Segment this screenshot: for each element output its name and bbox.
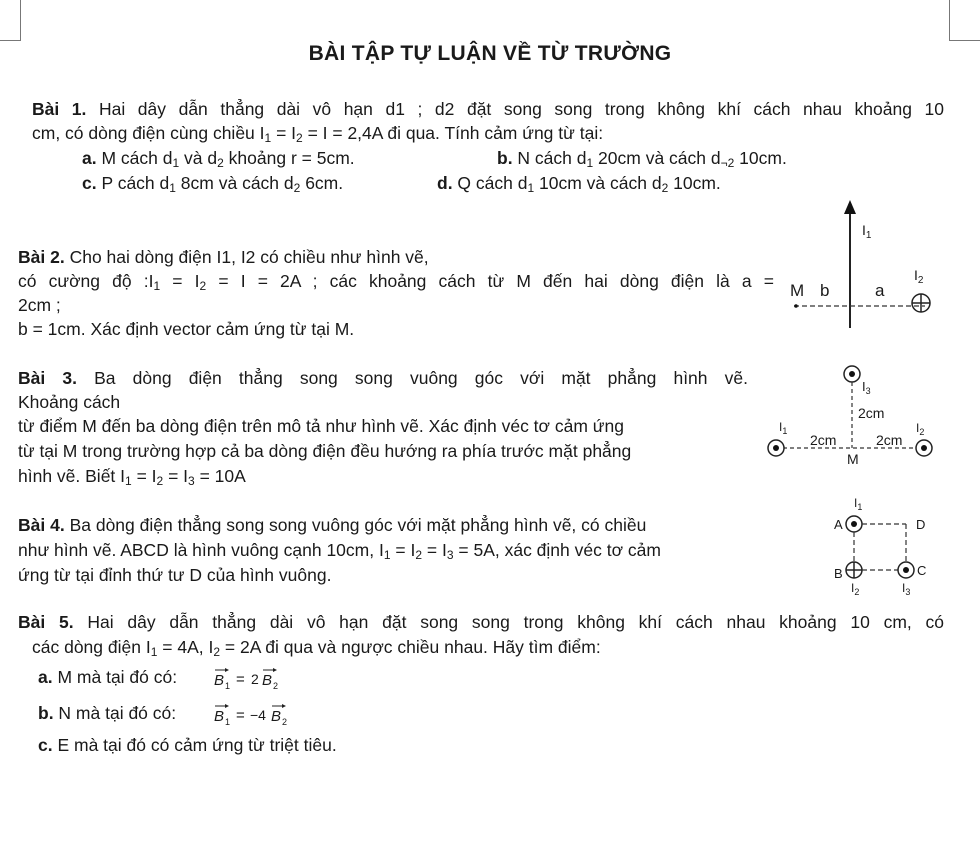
p4-figure <box>826 494 946 604</box>
p1-item-a: a. M cách $d_1$ và $d_2$ khoảng r = 5cm. <box>82 148 355 170</box>
p1-item-b: b. N cách $d_1$ 20cm và cách $d_{\neg 2}$ 10cm. <box>497 148 787 170</box>
p1-label: Bài 1. <box>32 99 87 119</box>
p3-line-2: Khoảng cách <box>18 392 121 412</box>
svg-text:1: 1 <box>225 717 231 727</box>
svg-text:2: 2 <box>273 681 279 691</box>
point-m <box>794 304 798 308</box>
svg-text:1: 1 <box>225 681 231 691</box>
p5-item-b: b. N mà tại đó có: <box>38 703 177 723</box>
svg-text:=: = <box>236 671 245 688</box>
p4-line-2: như hình vẽ. ABCD là hình vuông cạnh 10cm, $I_1 = I_2 = I_3 = 5A$, xác định véc tơ cảm <box>18 540 661 562</box>
p4-line-3: ứng từ tại đỉnh thứ tư D của hình vuông. <box>18 565 332 585</box>
corner-mark-right <box>949 0 980 41</box>
vertex-c: C <box>917 563 927 578</box>
vertex-d: D <box>916 517 926 532</box>
p2-line-4: b = 1cm. Xác định vector cảm ứng từ tại M. <box>18 319 355 339</box>
i2-label: $I_2$ <box>916 421 925 437</box>
svg-text:2: 2 <box>251 671 259 687</box>
current-out-of-page-i3 <box>844 366 860 382</box>
dist-label-right: 2cm <box>876 432 903 448</box>
p3-line-4: từ tại M trong trường hợp cả ba dòng điện đều hướng ra phía trước mặt phẳng <box>18 441 632 461</box>
p3-line-3: từ điểm M đến ba dòng điện trên mô tả như hình vẽ. Xác định véc tơ cảm ứng <box>18 416 624 436</box>
p5-line-1: Bài 5. Hai dây dẫn thẳng dài vô hạn đặt song song trong không khí cách nhau khoảng 10 cm, có <box>18 612 944 632</box>
corner-mark-left <box>0 0 21 41</box>
label-a: a <box>875 281 885 300</box>
svg-text:B: B <box>271 708 282 725</box>
p1-item-c: c. P cách $d_1$ 8cm và cách $d_2$ 6cm. <box>82 173 344 195</box>
p2-figure <box>780 196 950 336</box>
current-into-page-i2 <box>912 294 930 312</box>
svg-text:B: B <box>214 672 225 689</box>
label-m: M <box>847 451 859 467</box>
p2-line-3: 2cm ; <box>18 295 61 315</box>
svg-text:2: 2 <box>282 717 288 727</box>
current-out-of-page-a <box>846 516 862 532</box>
svg-text:B: B <box>214 708 225 725</box>
p5-item-c: c. E mà tại đó có cảm ứng từ triệt tiêu. <box>38 735 337 755</box>
vertex-a: A <box>834 517 843 532</box>
current-into-page-b <box>846 562 862 578</box>
p5-eq-a <box>210 660 300 694</box>
i1-label: $I_1$ <box>854 496 863 512</box>
svg-text:=: = <box>236 707 245 724</box>
p1-item-d: d. Q cách $d_1$ 10cm và cách $d_2$ 10cm. <box>437 173 721 195</box>
p5-item-a: a. M mà tại đó có: <box>38 667 178 687</box>
svg-text:−4: −4 <box>250 707 266 723</box>
i1-label: $I_1$ <box>779 420 788 436</box>
i2-label: $I_2$ <box>914 267 924 286</box>
p3-line-1: Bài 3. Ba dòng điện thẳng song song vuông góc với mặt phẳng hình vẽ. <box>18 368 748 388</box>
current-out-of-page-c <box>898 562 914 578</box>
dist-label-left: 2cm <box>810 432 837 448</box>
label-b: b <box>820 281 830 300</box>
p2-line-2: có cường độ $:I_1 = I_2 = I = 2A$ ; các khoảng cách từ M đến hai dòng điện là a = <box>18 271 774 293</box>
current-out-of-page-i1 <box>768 440 784 456</box>
p3-figure <box>760 360 950 470</box>
p3-line-5: hình vẽ. Biết $I_1 = I_2 = I_3 = 10A$ <box>18 466 246 488</box>
p2-line-1: Bài 2. Cho hai dòng điện I1, I2 có chiều như hình vẽ, <box>18 247 429 267</box>
i1-arrow-head <box>844 200 856 214</box>
vertex-b: B <box>834 566 843 581</box>
current-out-of-page-i2 <box>916 440 932 456</box>
svg-text:B: B <box>262 672 273 689</box>
i3-label: $I_3$ <box>902 581 911 597</box>
p1-line-1: Bài 1. Hai dây dẫn thẳng dài vô hạn d1 ; d2 đặt song song trong không khí cách nhau khoảng 10 <box>32 99 944 119</box>
i3-label: $I_3$ <box>862 379 871 396</box>
p4-line-1: Bài 4. Ba dòng điện thẳng song song vuông góc với mặt phẳng hình vẽ, có chiều <box>18 515 647 535</box>
i1-label: $I_1$ <box>862 222 872 241</box>
page-title: BÀI TẬP TỰ LUẬN VỀ TỪ TRƯỜNG <box>308 42 672 65</box>
p5-line-2: các dòng điện $I_1 = 4A$, $I_2 = 2A$ đi qua và ngược chiều nhau. Hãy tìm điểm: <box>32 637 601 659</box>
p1-line-2: cm, có dòng điện cùng chiều $I_1 = I_2 = I = 2,4A$ đi qua. Tính cảm ứng từ tại: <box>32 123 604 145</box>
p5-eq-b <box>210 696 310 730</box>
dist-label-top: 2cm <box>858 405 885 421</box>
i2-label: $I_2$ <box>851 581 860 597</box>
label-m: M <box>790 281 805 300</box>
